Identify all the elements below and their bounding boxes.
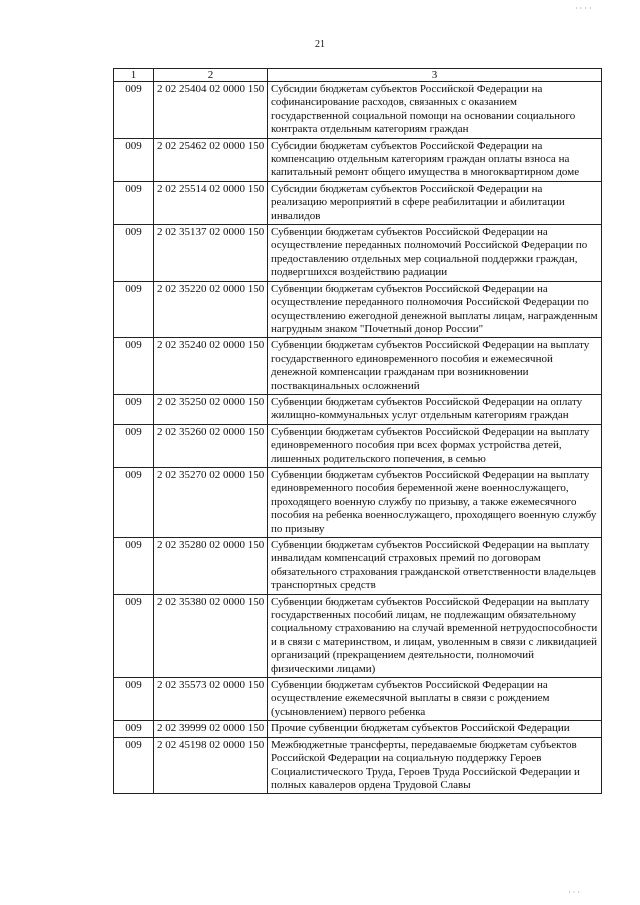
agency-code-cell: 009 [114, 225, 154, 282]
table-body [114, 82, 602, 794]
revenue-description-cell: Субвенции бюджетам субъектов Российской Федерации на выплату единовременного пособия беременной жене военнослужащего, проходящего военную службу по призыву, а также ежемесячного пособия на ребенка военнослужащего, проходящего военную службу по призыву [268, 467, 602, 537]
agency-code-cell: 009 [114, 138, 154, 181]
column-header-agency: 1 [114, 69, 154, 82]
agency-code-cell: 009 [114, 181, 154, 224]
agency-code-cell: 009 [114, 594, 154, 677]
budget-classification-code-cell: 2 02 35240 02 0000 150 [154, 338, 268, 395]
revenue-description-cell: Субвенции бюджетам субъектов Российской Федерации на осуществление ежемесячной выплаты в связи с рождением (усыновлением) первого ребенка [268, 678, 602, 721]
agency-code-cell: 009 [114, 394, 154, 424]
revenue-description-cell: Межбюджетные трансферты, передаваемые бюджетам субъектов Российской Федерации на социальную поддержку Героев Социалистического Труда, Героев Труда Российской Федерации и полных кавалеров ордена Трудовой Славы [268, 737, 602, 794]
table-row [114, 678, 602, 721]
revenue-description-cell: Субвенции бюджетам субъектов Российской Федерации на оплату жилищно-коммунальных услуг отдельным категориям граждан [268, 394, 602, 424]
scan-artifact-bottom: · · · [568, 888, 580, 897]
table-row [114, 181, 602, 224]
column-header-code: 2 [154, 69, 268, 82]
table-row [114, 538, 602, 595]
table-row [114, 394, 602, 424]
budget-classification-code-cell: 2 02 35260 02 0000 150 [154, 424, 268, 467]
budget-classification-code-cell: 2 02 39999 02 0000 150 [154, 721, 268, 737]
agency-code-cell: 009 [114, 678, 154, 721]
table-row [114, 225, 602, 282]
table-row [114, 281, 602, 338]
agency-code-cell: 009 [114, 737, 154, 794]
page-number: 21 [315, 39, 325, 50]
revenue-description-cell: Субвенции бюджетам субъектов Российской Федерации на выплату государственных пособий лицам, не подлежащим обязательному социальному страхованию на случай временной нетрудоспособности и в связи с материнством, и лицам, уволенным в связи с ликвидацией организаций (прекращением деятельности, полномочий физическими лицами) [268, 594, 602, 677]
budget-classification-code-cell: 2 02 45198 02 0000 150 [154, 737, 268, 794]
revenue-description-cell: Субсидии бюджетам субъектов Российской Федерации на компенсацию отдельным категориям граждан оплаты взноса на капитальный ремонт общего имущества в многоквартирном доме [268, 138, 602, 181]
table-row [114, 467, 602, 537]
agency-code-cell: 009 [114, 82, 154, 139]
table-row [114, 138, 602, 181]
table-row [114, 721, 602, 737]
budget-classification-code-cell: 2 02 35380 02 0000 150 [154, 594, 268, 677]
revenue-description-cell: Прочие субвенции бюджетам субъектов Российской Федерации [268, 721, 602, 737]
budget-revenue-table [113, 68, 602, 794]
table-row [114, 594, 602, 677]
revenue-description-cell: Субвенции бюджетам субъектов Российской Федерации на осуществление переданных полномочий Российской Федерации по предоставлению отдельных мер социальной поддержки граждан, подвергшихся воздействию радиации [268, 225, 602, 282]
revenue-description-cell: Субвенции бюджетам субъектов Российской Федерации на выплату инвалидам компенсаций страховых премий по договорам обязательного страхования гражданской ответственности владельцев транспортных средств [268, 538, 602, 595]
budget-classification-code-cell: 2 02 35280 02 0000 150 [154, 538, 268, 595]
table-row [114, 338, 602, 395]
revenue-description-cell: Субсидии бюджетам субъектов Российской Федерации на реализацию мероприятий в сфере реабилитации и абилитации инвалидов [268, 181, 602, 224]
revenue-description-cell: Субвенции бюджетам субъектов Российской Федерации на осуществление переданного полномочия Российской Федерации по осуществлению ежегодной денежной выплаты лицам, награжденным нагрудным знаком "Почетный донор России" [268, 281, 602, 338]
agency-code-cell: 009 [114, 424, 154, 467]
column-header-description: 3 [268, 69, 602, 82]
table-header-row [114, 69, 602, 82]
revenue-description-cell: Субвенции бюджетам субъектов Российской Федерации на выплату государственного единовременного пособия и ежемесячной денежной компенсации гражданам при возникновении поствакцинальных осложнений [268, 338, 602, 395]
table-row [114, 737, 602, 794]
scan-artifact-top: · · · · [575, 4, 592, 13]
agency-code-cell: 009 [114, 538, 154, 595]
budget-classification-code-cell: 2 02 25404 02 0000 150 [154, 82, 268, 139]
budget-classification-code-cell: 2 02 35220 02 0000 150 [154, 281, 268, 338]
budget-classification-code-cell: 2 02 25514 02 0000 150 [154, 181, 268, 224]
budget-classification-code-cell: 2 02 35137 02 0000 150 [154, 225, 268, 282]
table-row [114, 82, 602, 139]
agency-code-cell: 009 [114, 338, 154, 395]
budget-classification-code-cell: 2 02 35573 02 0000 150 [154, 678, 268, 721]
agency-code-cell: 009 [114, 721, 154, 737]
budget-classification-code-cell: 2 02 25462 02 0000 150 [154, 138, 268, 181]
agency-code-cell: 009 [114, 281, 154, 338]
agency-code-cell: 009 [114, 467, 154, 537]
budget-classification-code-cell: 2 02 35270 02 0000 150 [154, 467, 268, 537]
table-row [114, 424, 602, 467]
revenue-description-cell: Субвенции бюджетам субъектов Российской Федерации на выплату единовременного пособия при всех формах устройства детей, лишенных родительского попечения, в семью [268, 424, 602, 467]
revenue-description-cell: Субсидии бюджетам субъектов Российской Федерации на софинансирование расходов, связанных с оказанием государственной социальной помощи на основании социального контракта отдельным категориям граждан [268, 82, 602, 139]
budget-classification-code-cell: 2 02 35250 02 0000 150 [154, 394, 268, 424]
